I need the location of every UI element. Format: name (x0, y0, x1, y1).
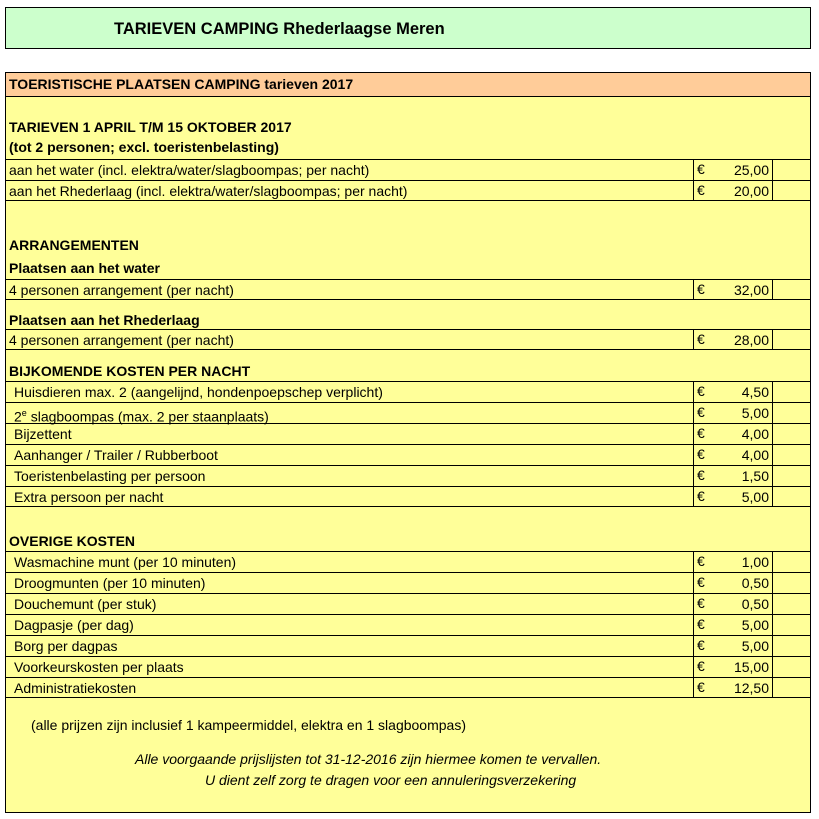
row-label: aan het water (incl. elektra/water/slagboompas; per nacht) (9, 162, 370, 178)
price: 5,00 (741, 405, 769, 421)
column-divider (772, 573, 773, 593)
column-divider (772, 424, 773, 444)
price-row (6, 423, 810, 444)
price-row (6, 635, 810, 656)
row-label: Voorkeurskosten per plaats (14, 659, 184, 675)
price: 28,00 (733, 332, 769, 348)
column-divider (772, 181, 773, 200)
price-row (6, 465, 810, 486)
price: 1,50 (741, 468, 769, 484)
row-label: Extra persoon per nacht (14, 489, 164, 505)
price: 5,00 (741, 489, 769, 505)
row-label: Administratiekosten (14, 680, 137, 696)
price: 32,00 (733, 282, 769, 298)
currency: € (693, 552, 705, 572)
price-row (6, 656, 810, 677)
column-divider (772, 280, 773, 299)
currency: € (693, 594, 705, 614)
currency: € (693, 678, 705, 697)
price: 4,00 (741, 447, 769, 463)
row-label: Dagpasje (per dag) (14, 617, 134, 633)
rhederlaag-heading: Plaatsen aan het Rhederlaag (9, 312, 200, 328)
price-row (6, 614, 810, 635)
price: 0,50 (741, 596, 769, 612)
price-row (6, 402, 810, 423)
row-label: Toeristenbelasting per persoon (14, 468, 206, 484)
currency: € (693, 424, 705, 444)
tariff-sheet (5, 72, 811, 813)
currency: € (693, 181, 705, 200)
ordinal-suffix: e (21, 408, 27, 418)
column-divider (772, 657, 773, 677)
currency: € (693, 657, 705, 677)
price: 0,50 (741, 575, 769, 591)
row-label: 4 personen arrangement (per nacht) (9, 282, 234, 298)
column-divider (772, 466, 773, 486)
column-divider (772, 487, 773, 506)
price-row (6, 381, 810, 402)
price-row (6, 551, 810, 572)
column-divider (772, 615, 773, 635)
column-divider (772, 445, 773, 465)
price: 5,00 (741, 617, 769, 633)
row-label: Borg per dagpas (14, 638, 118, 654)
column-divider (772, 330, 773, 349)
currency: € (693, 636, 705, 656)
sheet-header (6, 73, 810, 97)
price-row (6, 159, 810, 180)
row-label: Bijzettent (14, 426, 72, 442)
price: 25,00 (733, 162, 769, 178)
column-divider (772, 382, 773, 402)
currency: € (693, 487, 705, 506)
price: 15,00 (733, 659, 769, 675)
price: 1,00 (741, 554, 769, 570)
price: 5,00 (741, 638, 769, 654)
price-row (6, 486, 810, 507)
ordinal-number: 2 (14, 408, 22, 425)
arrangementen-heading: ARRANGEMENTEN (9, 237, 139, 253)
price-row (6, 329, 810, 350)
insurance-note: U dient zelf zorg te dragen voor een annuleringsverzekering (205, 772, 577, 788)
currency: € (693, 445, 705, 465)
column-divider (772, 160, 773, 180)
price-row (6, 279, 810, 300)
water-heading: Plaatsen aan het water (9, 260, 160, 276)
currency: € (693, 615, 705, 635)
column-divider (772, 403, 773, 423)
row-label: 4 personen arrangement (per nacht) (9, 332, 234, 348)
currency: € (693, 280, 705, 299)
price: 4,00 (741, 426, 769, 442)
price: 12,50 (733, 680, 769, 696)
column-divider (772, 594, 773, 614)
title-bar (5, 7, 811, 49)
price-row (6, 677, 810, 698)
inclusive-note: (alle prijzen zijn inclusief 1 kampeermiddel, elektra en 1 slagboompas) (31, 717, 466, 733)
row-label: Douchemunt (per stuk) (14, 596, 157, 612)
season-heading: TARIEVEN 1 APRIL T/M 15 OKTOBER 2017 (9, 119, 292, 135)
bijkomend-heading: BIJKOMENDE KOSTEN PER NACHT (9, 363, 251, 379)
price-row (6, 572, 810, 593)
column-divider (772, 636, 773, 656)
currency: € (693, 382, 705, 402)
price-row (6, 180, 810, 201)
price: 4,50 (741, 384, 769, 400)
column-divider (772, 552, 773, 572)
season-subheading: (tot 2 personen; excl. toeristenbelasting) (9, 139, 279, 155)
row-label: Aanhanger / Trailer / Rubberboot (14, 447, 218, 463)
currency: € (693, 330, 705, 349)
currency: € (693, 160, 705, 180)
validity-note: Alle voorgaande prijslijsten tot 31-12-2016 zijn hiermee komen te vervallen. (135, 751, 602, 767)
currency: € (693, 403, 705, 423)
row-label: aan het Rhederlaag (incl. elektra/water/slagboompas; per nacht) (9, 183, 408, 199)
overige-heading: OVERIGE KOSTEN (9, 533, 136, 549)
column-divider (772, 678, 773, 697)
currency: € (693, 466, 705, 486)
price: 20,00 (733, 183, 769, 199)
price-row (6, 444, 810, 465)
row-label-text: slagboompas (max. 2 per staanplaats) (26, 408, 269, 425)
row-label: Huisdieren max. 2 (aangelijnd, hondenpoepschep verplicht) (14, 384, 383, 400)
sheet-header-text: TOERISTISCHE PLAATSEN CAMPING tarieven 2017 (9, 76, 354, 92)
row-label: Droogmunten (per 10 minuten) (14, 575, 206, 591)
price-row (6, 593, 810, 614)
currency: € (693, 573, 705, 593)
row-label: Wasmachine munt (per 10 minuten) (14, 554, 237, 570)
page-title: TARIEVEN CAMPING Rhederlaagse Meren (114, 20, 445, 38)
